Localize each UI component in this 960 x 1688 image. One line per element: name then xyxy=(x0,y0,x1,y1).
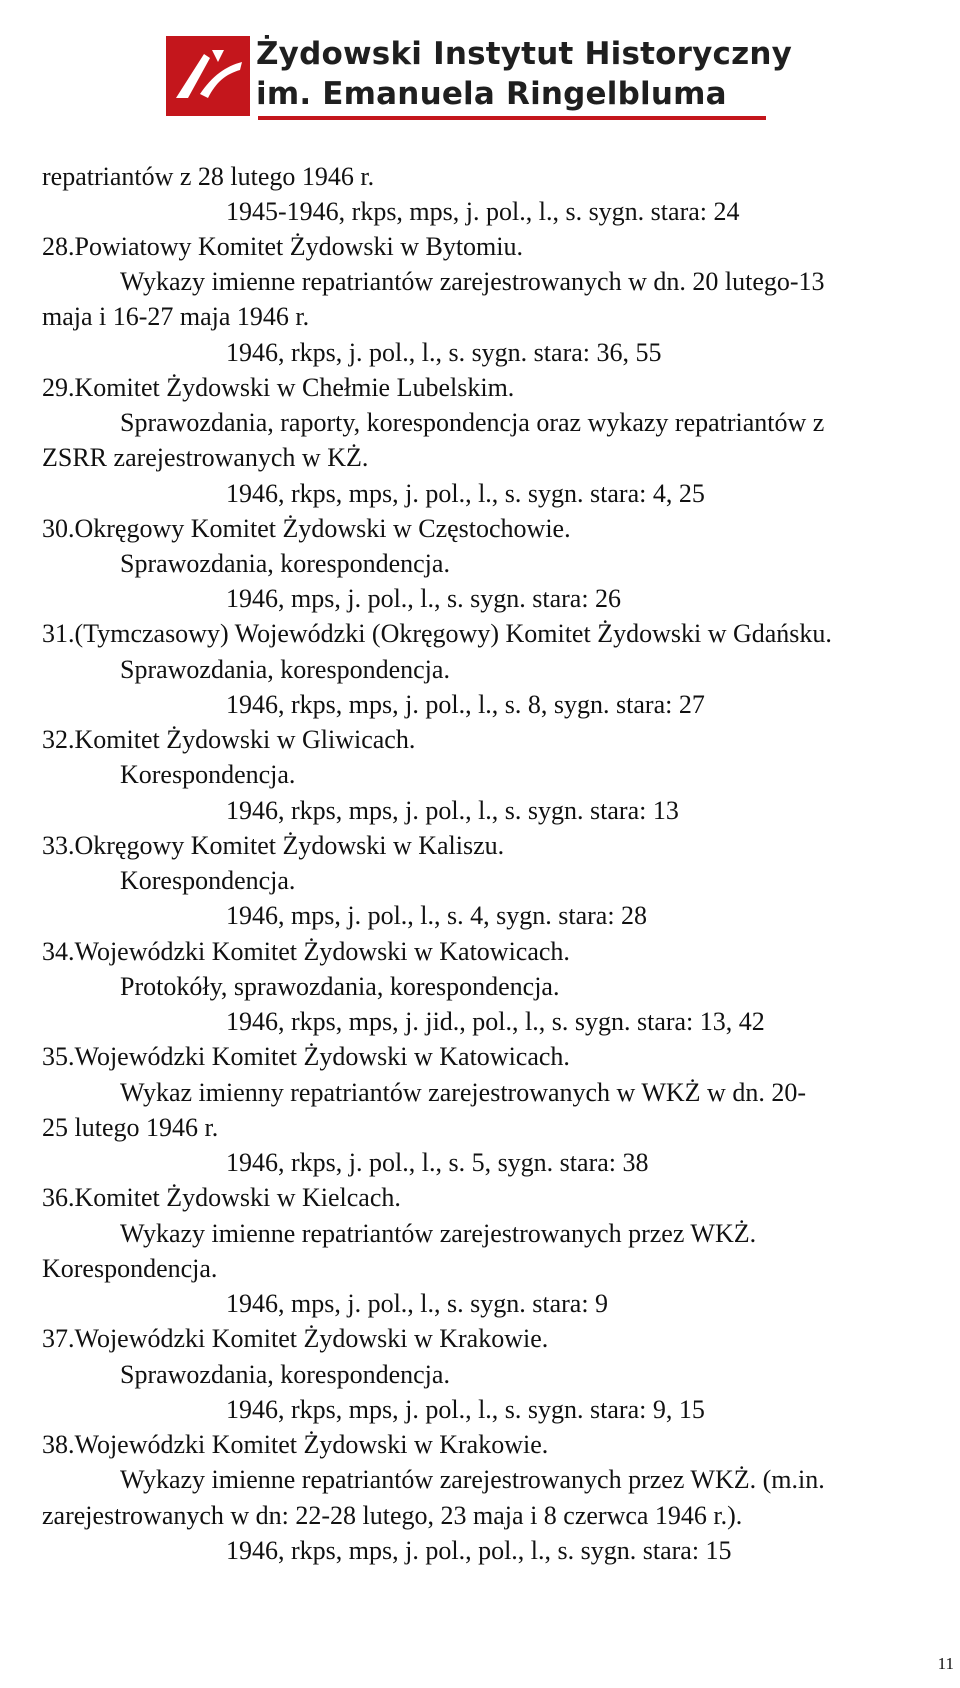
entry-heading: 31.(Tymczasowy) Wojewódzki (Okręgowy) Komitet Żydowski w Gdańsku. xyxy=(42,619,832,648)
text-line: 25 lutego 1946 r. xyxy=(42,1113,219,1142)
text-line: 1946, mps, j. pol., l., s. sygn. stara: 26 xyxy=(226,584,622,613)
text-line: Sprawozdania, korespondencja. xyxy=(120,549,450,578)
text-line: Korespondencja. xyxy=(120,760,296,789)
entry-heading: 32.Komitet Żydowski w Gliwicach. xyxy=(42,725,416,754)
entry-heading: 34.Wojewódzki Komitet Żydowski w Katowicach. xyxy=(42,937,570,966)
text-line: Wykaz imienny repatriantów zarejestrowanych w WKŻ w dn. 20- xyxy=(120,1078,806,1107)
logo-underline xyxy=(258,116,766,120)
text-line: 1945-1946, rkps, mps, j. pol., l., s. sygn. stara: 24 xyxy=(226,197,740,226)
text-line: 1946, rkps, mps, j. pol., l., s. 8, sygn. stara: 27 xyxy=(226,690,705,719)
text-line: Wykazy imienne repatriantów zarejestrowanych w dn. 20 lutego-13 xyxy=(120,267,825,296)
text-line: 1946, rkps, mps, j. pol., l., s. sygn. stara: 9, 15 xyxy=(226,1395,705,1424)
text-line: 1946, rkps, mps, j. pol., l., s. sygn. stara: 13 xyxy=(226,796,679,825)
page-number: 11 xyxy=(937,1654,954,1673)
text-line: Wykazy imienne repatriantów zarejestrowanych przez WKŻ. (m.in. xyxy=(120,1465,825,1494)
entry-heading: 30.Okręgowy Komitet Żydowski w Częstochowie. xyxy=(42,514,571,543)
text-line: 1946, rkps, j. pol., l., s. sygn. stara: 36, 55 xyxy=(226,338,662,367)
text-line: Korespondencja. xyxy=(42,1254,218,1283)
text-line: Protokóły, sprawozdania, korespondencja. xyxy=(120,972,560,1001)
text-line: 1946, rkps, mps, j. jid., pol., l., s. sygn. stara: 13, 42 xyxy=(226,1007,765,1036)
entry-heading: 36.Komitet Żydowski w Kielcach. xyxy=(42,1183,401,1212)
institute-logo-icon xyxy=(166,36,250,116)
text-line: 1946, rkps, j. pol., l., s. 5, sygn. stara: 38 xyxy=(226,1148,649,1177)
text-line: ZSRR zarejestrowanych w KŻ. xyxy=(42,443,369,472)
text-line: 1946, mps, j. pol., l., s. 4, sygn. stara: 28 xyxy=(226,901,648,930)
entry-heading: 28.Powiatowy Komitet Żydowski w Bytomiu. xyxy=(42,232,523,261)
text-line: 1946, rkps, mps, j. pol., l., s. sygn. stara: 4, 25 xyxy=(226,479,705,508)
header-logo xyxy=(166,30,793,122)
text-line: 1946, mps, j. pol., l., s. sygn. stara: 9 xyxy=(226,1289,609,1318)
institute-name: Żydowski Instytut Historyczny xyxy=(256,36,793,72)
text-line: Wykazy imienne repatriantów zarejestrowanych przez WKŻ. xyxy=(120,1219,757,1248)
text-line: 1946, rkps, mps, j. pol., pol., l., s. sygn. stara: 15 xyxy=(226,1536,732,1565)
text-line: Sprawozdania, korespondencja. xyxy=(120,655,450,684)
text-line: maja i 16-27 maja 1946 r. xyxy=(42,302,310,331)
entry-heading: 33.Okręgowy Komitet Żydowski w Kaliszu. xyxy=(42,831,505,860)
text-line: repatriantów z 28 lutego 1946 r. xyxy=(42,162,375,191)
entry-heading: 38.Wojewódzki Komitet Żydowski w Krakowie. xyxy=(42,1430,549,1459)
institute-patron: im. Emanuela Ringelbluma xyxy=(256,76,727,112)
text-line: Korespondencja. xyxy=(120,866,296,895)
text-line: zarejestrowanych w dn: 22-28 lutego, 23 maja i 8 czerwca 1946 r.). xyxy=(42,1501,743,1530)
entry-heading: 37.Wojewódzki Komitet Żydowski w Krakowie. xyxy=(42,1324,549,1353)
text-line: Sprawozdania, korespondencja. xyxy=(120,1360,450,1389)
entry-heading: 29.Komitet Żydowski w Chełmie Lubelskim. xyxy=(42,373,515,402)
text-line: Sprawozdania, raporty, korespondencja oraz wykazy repatriantów z xyxy=(120,408,825,437)
entry-heading: 35.Wojewódzki Komitet Żydowski w Katowicach. xyxy=(42,1042,570,1071)
